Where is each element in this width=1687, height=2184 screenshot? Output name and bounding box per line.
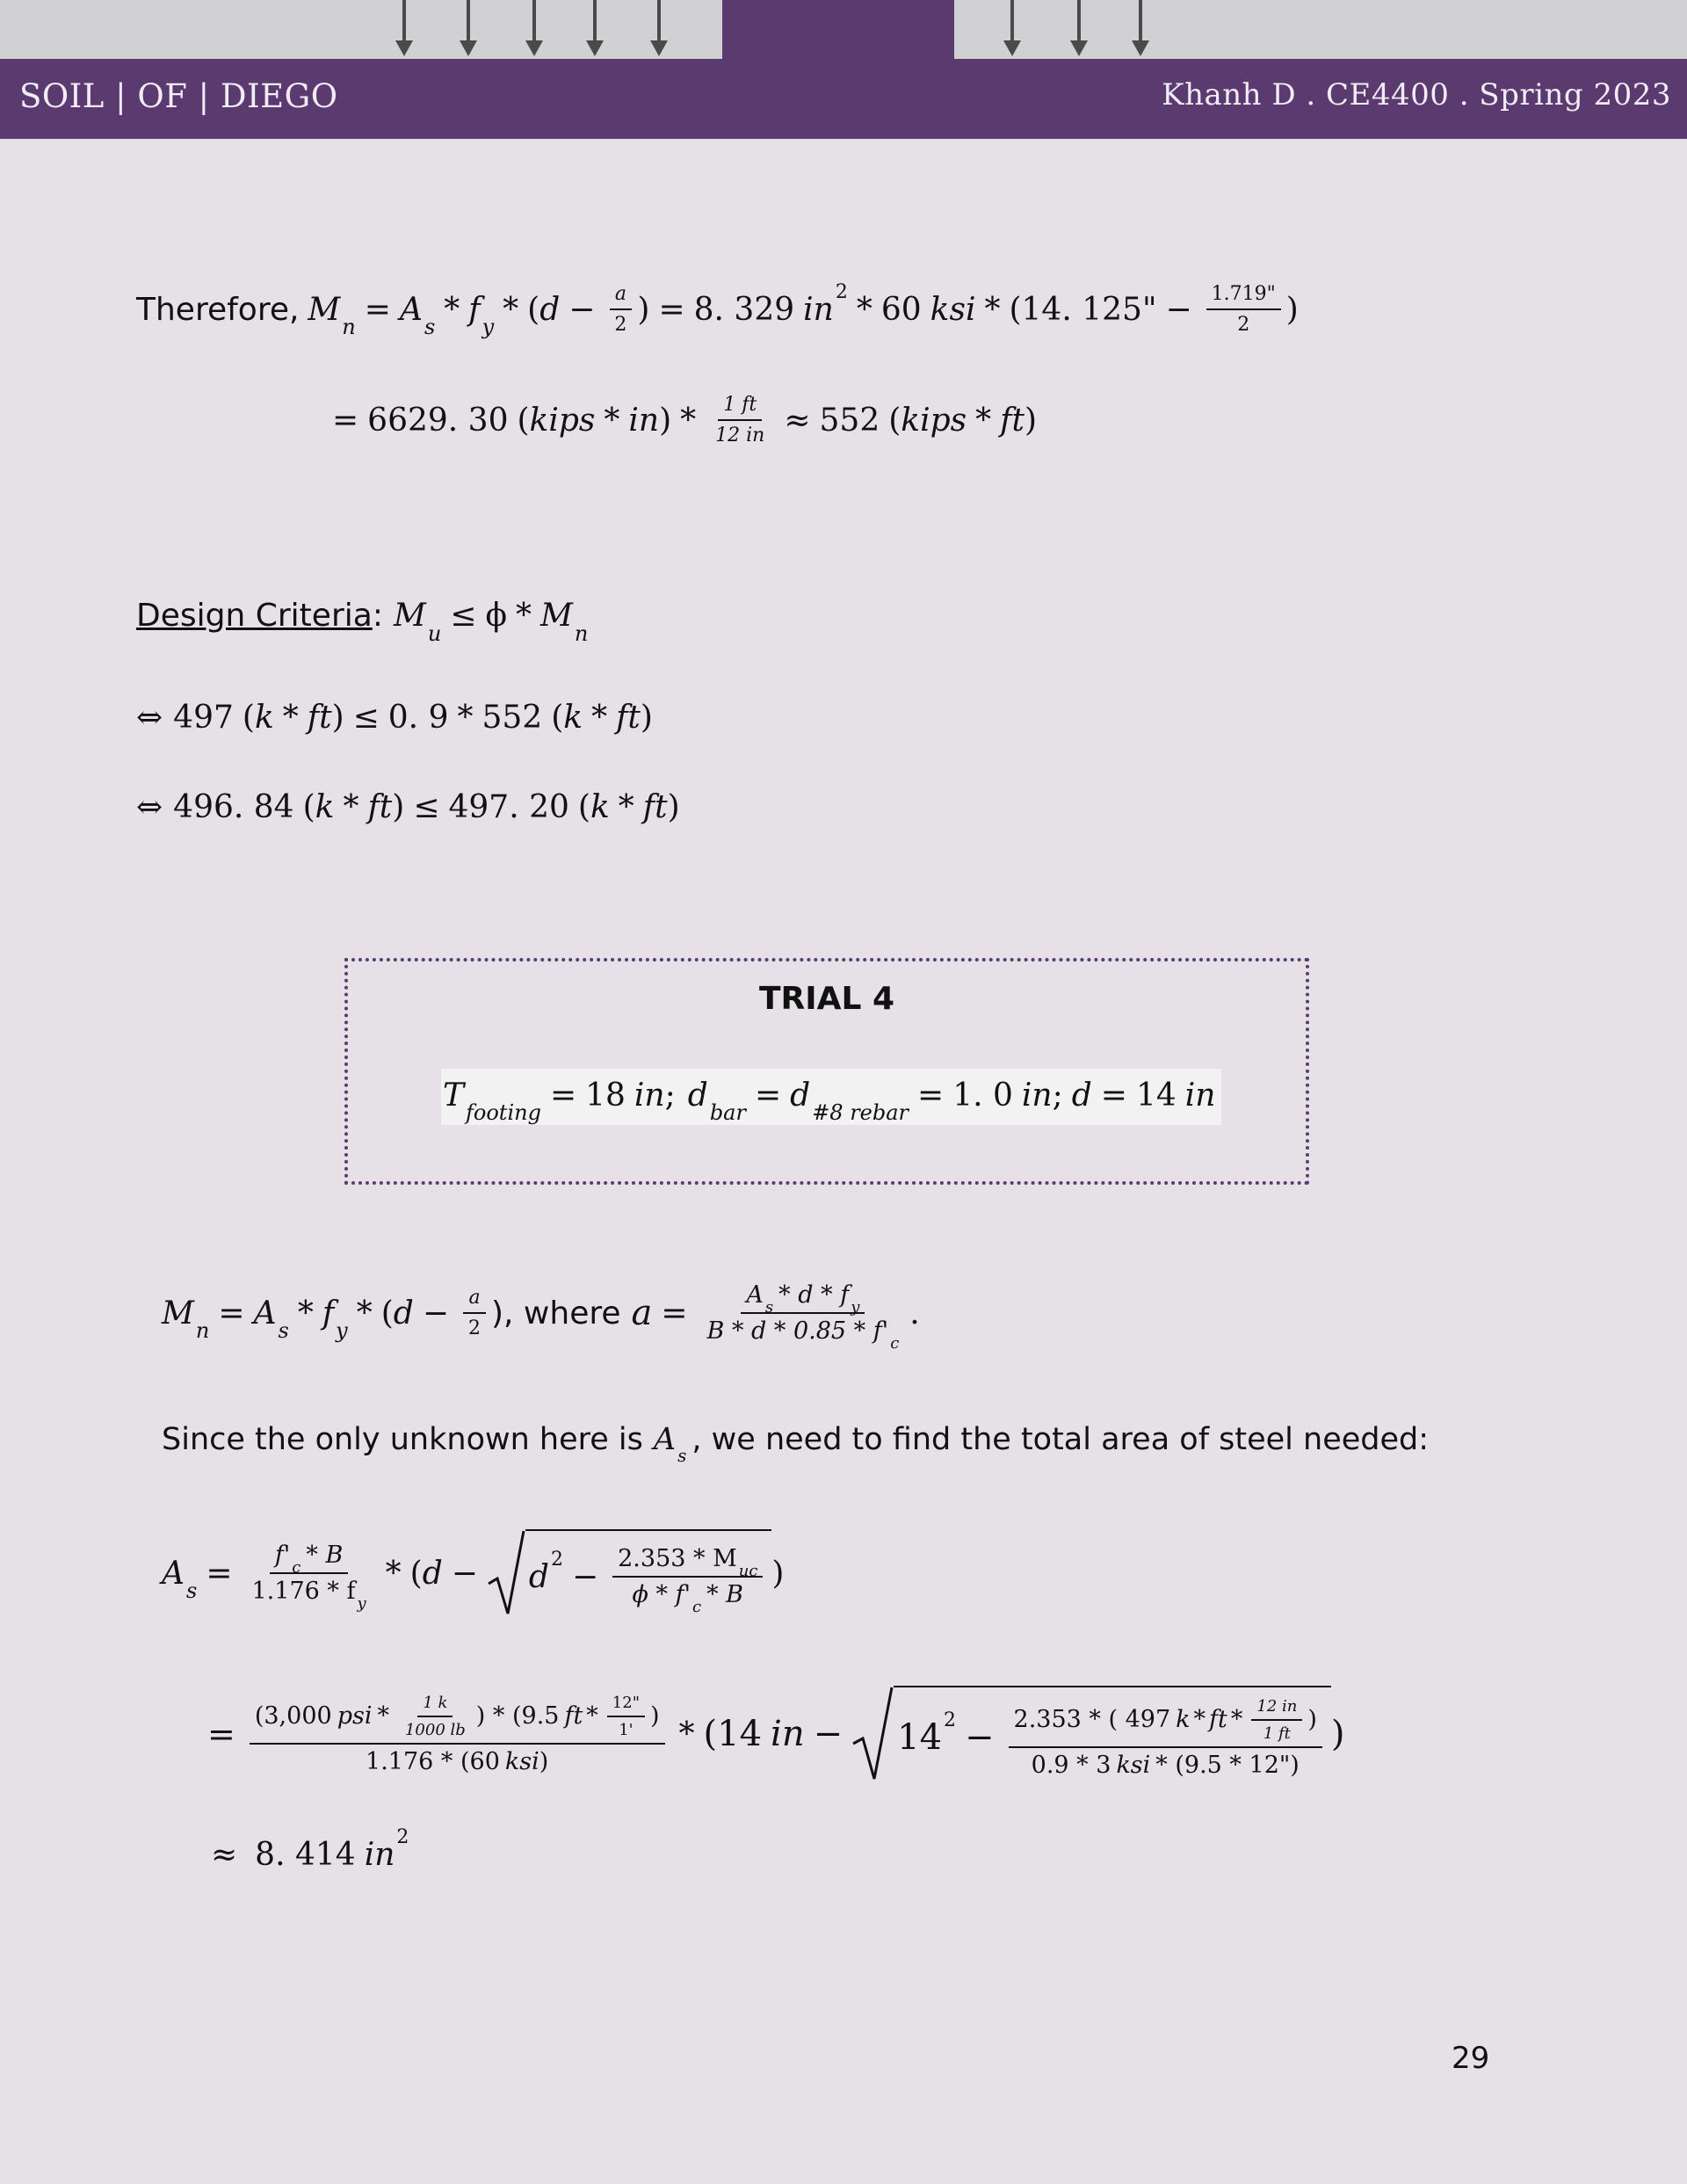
equation-steel-area-formula: A s = f' c * B 1.176 * f y * ( d − d 2 − 2.353 * M uc ϕ * f' c * B ) [162, 1529, 784, 1617]
trial-title: TRIAL 4 [758, 981, 895, 1017]
unknown-sentence: Since the only unknown here is A s , we need to find the total area of steel needed: [162, 1422, 1430, 1466]
equation-steel-area-substituted: = (3,000 psi * $\frac{1 k}{1000 lb}$ ) * (9.5 ft * $\frac{12"}{1'}$ ) 1.176 * (60 ksi ) * ( 14 in − 14 2 − 2.353 * ( 497 k * ft * $\frac{12 in}{1 ft}$ ) 0.9 * 3 ksi * (9.5 * 12") ) [199, 1686, 1345, 1782]
square-root-symbol: 14 2 − 2.353 * ( 497 k * ft * $\frac{12 in}{1 ft}$ ) 0.9 * 3 ksi * (9.5 * 12") [851, 1686, 1331, 1782]
header-block [722, 0, 954, 60]
page-number: 29 [1452, 2041, 1490, 2076]
equation-steel-area-result: ≈ 8. 414 in 2 [211, 1826, 409, 1873]
equation-moment-result: = 6629. 30 ( kips * in ) * $\frac{1 ft}{12 in}$ ≈ 552 ( kips * ft ) [332, 394, 1037, 446]
criteria-check-1: ⇔ 497 ( k * ft ) ≤ 0. 9 * 552 ( k * ft ) [136, 700, 653, 736]
author-course: Khanh D . CE4400 . Spring 2023 [1162, 77, 1671, 112]
trial-box [344, 958, 1309, 1185]
trial-parameters: T footing = 18 in ; d bar = d #8 rebar = 1. 0 in ; d = 14 in [443, 1077, 1216, 1125]
equation-moment-capacity: Therefore, M n = A s * f y * ( d − $\frac{a}{2}$ ) = 8. 329 in 2 * 60 ksi * ( 14. 125" − $\frac{1.719"}{2}$ ) [136, 280, 1299, 339]
criteria-check-2: ⇔ 496. 84 ( k * ft ) ≤ 497. 20 ( k * ft ) [136, 789, 680, 825]
design-criteria: Design Criteria : M u ≤ ϕ * M n [136, 598, 589, 646]
brand-title: SOIL | OF | DIEGO [19, 77, 338, 115]
square-root-symbol: d 2 − 2.353 * M uc ϕ * f' c * B [487, 1529, 772, 1617]
equation-nominal-moment: M n = A s * f y * ( d − $\frac{a}{2}$ ), where a = A s * d * f y B * d * 0.85 * f' c . [162, 1281, 920, 1353]
